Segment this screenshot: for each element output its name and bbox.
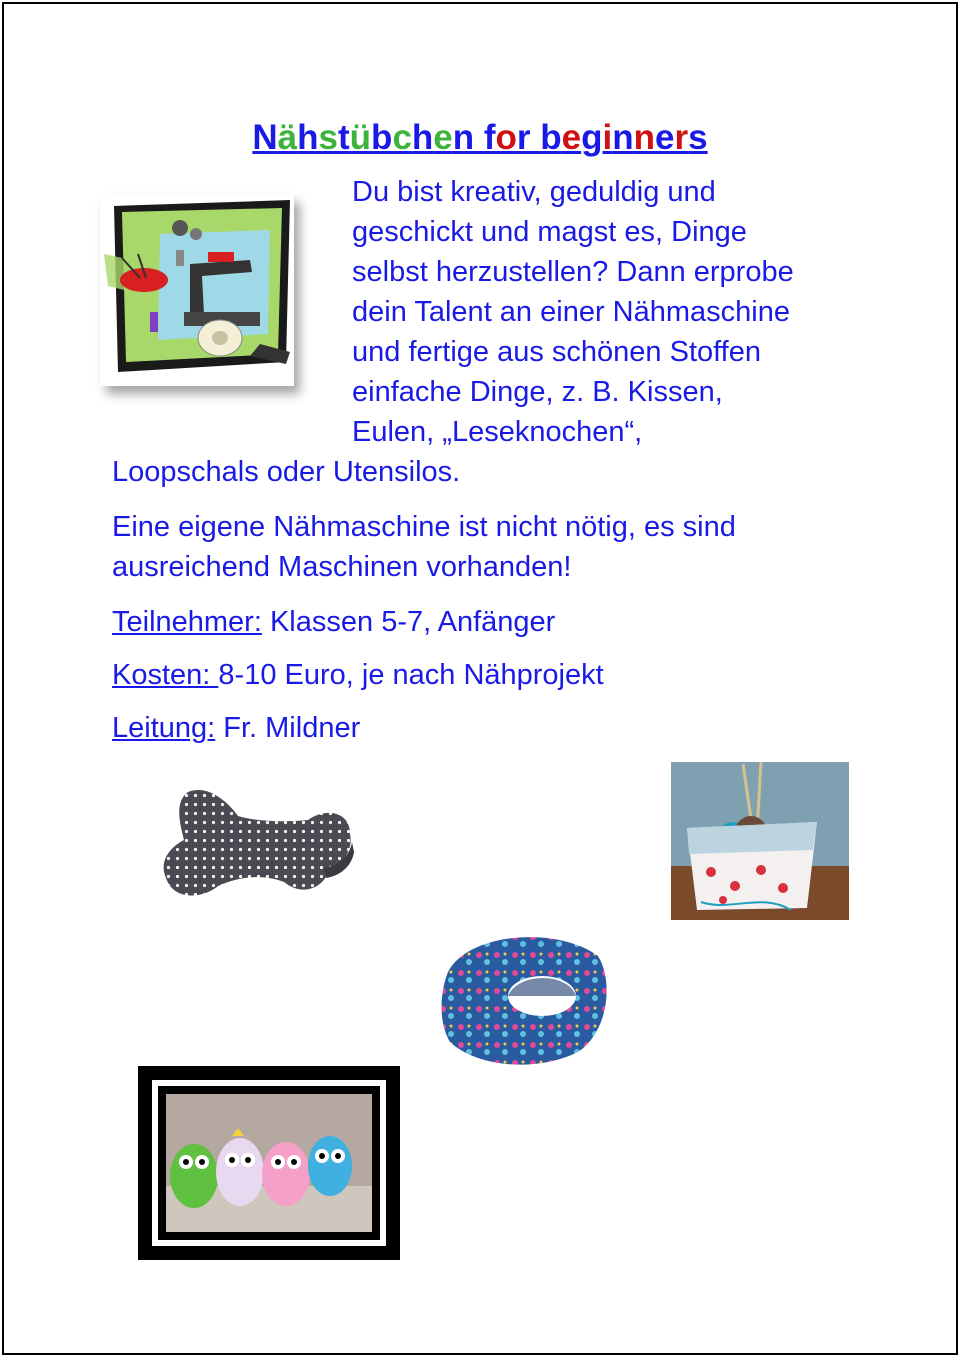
intro-line: geschickt und magst es, Dinge xyxy=(352,216,747,248)
title-segment: e xyxy=(561,118,582,157)
intro-line: Eulen, „Leseknochen“, xyxy=(352,416,643,448)
lead-row xyxy=(112,708,360,748)
fabric-basket-icon xyxy=(671,762,849,920)
title-segment: ä xyxy=(277,118,298,157)
title-segment: o xyxy=(495,118,517,157)
intro-line: Du bist kreativ, geduldig und xyxy=(352,176,716,208)
note-line: ausreichend Maschinen vorhanden! xyxy=(112,551,572,583)
reading-bone-icon xyxy=(128,782,376,924)
title-segment: ü xyxy=(349,118,372,157)
lead-label: Leitung: xyxy=(112,712,216,744)
intro-line: selbst herzustellen? Dann erprobe xyxy=(352,256,794,288)
fabric-basket-image xyxy=(671,762,849,920)
title-segment: n xyxy=(612,118,634,157)
title-segment: e xyxy=(433,118,453,157)
sewing-clipart-image xyxy=(100,194,294,386)
participants-label: Teilnehmer: xyxy=(112,606,262,638)
fabric-owls-icon xyxy=(138,1066,400,1260)
title-segment: g xyxy=(581,118,603,157)
sewing-machine-icon xyxy=(100,194,294,386)
machines-note xyxy=(112,507,872,587)
title-segment: r b xyxy=(516,118,562,157)
intro-text xyxy=(352,172,872,452)
note-line: Eine eigene Nähmaschine ist nicht nötig, es sind xyxy=(112,511,736,543)
page-title xyxy=(4,116,956,160)
title-segment: h xyxy=(411,118,434,157)
document-page xyxy=(2,2,958,1355)
cost-label: Kosten: xyxy=(112,659,219,691)
title-segment: s xyxy=(688,118,708,157)
title-segment: e xyxy=(655,118,675,157)
title-segment: r xyxy=(674,118,689,157)
loop-scarf-icon xyxy=(438,932,614,1072)
title-segment: i xyxy=(602,118,613,157)
loop-scarf-image xyxy=(438,932,614,1072)
fabric-owls-image xyxy=(138,1066,400,1260)
title-segment: s xyxy=(318,118,338,157)
title-segment: b xyxy=(371,118,393,157)
title-segment: t xyxy=(338,118,350,157)
title-segment: N xyxy=(252,118,278,157)
intro-line: Loopschals oder Utensilos. xyxy=(112,456,461,488)
title-segment: h xyxy=(297,118,319,157)
cost-row xyxy=(112,655,604,695)
intro-line: dein Talent an einer Nähmaschine xyxy=(352,296,790,328)
cost-value: 8-10 Euro, je nach Nähprojekt xyxy=(218,659,604,691)
title-segment: n f xyxy=(452,118,496,157)
lead-value: Fr. Mildner xyxy=(215,712,361,744)
participants-row xyxy=(112,602,555,642)
title-segment: n xyxy=(633,118,656,157)
title-segment: c xyxy=(392,118,412,157)
intro-line: und fertige aus schönen Stoffen xyxy=(352,336,761,368)
participants-value: Klassen 5-7, Anfänger xyxy=(261,606,556,638)
reading-bone-image xyxy=(128,782,376,924)
intro-line: einfache Dinge, z. B. Kissen, xyxy=(352,376,723,408)
